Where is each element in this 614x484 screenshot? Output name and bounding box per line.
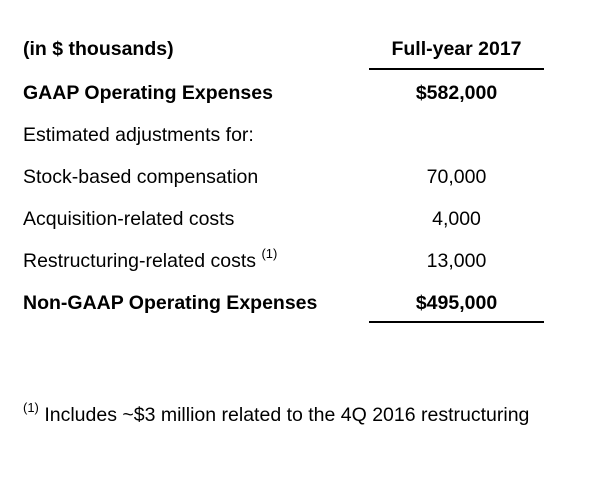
row-value-gaap-operating-expenses: $582,000 [415,82,498,104]
row-value-restructuring-related-costs: 13,000 [426,250,487,272]
row-label-gaap-operating-expenses: GAAP Operating Expenses [23,82,273,104]
header-underline [369,68,544,70]
footnote-text: Includes ~$3 million related to the 4Q 2016 restructuring [44,404,530,426]
row-label-non-gaap-operating-expenses: Non-GAAP Operating Expenses [23,292,318,314]
footnote [23,399,530,427]
row-label-adjustments-heading: Estimated adjustments for: [23,124,254,146]
row-value-stock-based-compensation: 70,000 [426,166,487,188]
column-header: Full-year 2017 [391,38,522,60]
footnote-reference-marker: (1) [261,245,278,261]
unit-label: (in $ thousands) [23,38,174,60]
row-label-restructuring-related-costs [23,245,278,273]
footnote-marker: (1) [23,399,39,415]
restructuring-label-text: Restructuring-related costs [23,250,257,272]
row-value-non-gaap-operating-expenses: $495,000 [415,292,498,314]
row-label-acquisition-related-costs: Acquisition-related costs [23,208,235,230]
row-value-acquisition-related-costs: 4,000 [432,208,481,230]
row-label-stock-based-compensation: Stock-based compensation [23,166,259,188]
total-underline [369,321,544,323]
